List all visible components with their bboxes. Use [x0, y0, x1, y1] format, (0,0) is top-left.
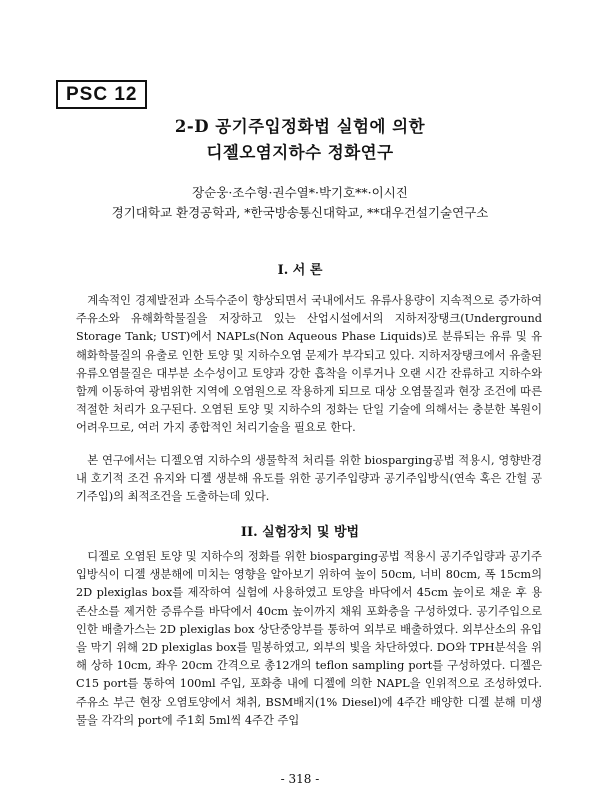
paper-title-line-1: 2-D 공기주입정화법 실험에 의한 — [174, 117, 426, 136]
page-number: - 318 - — [280, 772, 320, 786]
intro-paragraph-1: 계속적인 경제발전과 소득수준이 향상되면서 국내에서도 유류사용량이 지속적으로 증가하여 주유소와 유해화학물질을 저장하고 있는 산업시설에서의 지하저장탱크(Underground Storage Tank; UST)에서 NAPLs(Non Aqueous Phase Liquids)로 분류되는 유류 및 유해화학물질의 유출로 인한 토양 및 지하수오염 문제가 부각되고 있다. 지하저장탱크에서 유출된 유류오염물질은 대부분 소수성이고 토양과 강한 흡착을 이루거나 오랜 시간 잔류하고 지하수와 함께 이동하여 광범위한 지역에 오염원으로 작용하게 되므로 대상 오염물질과 현장 조건에 따른 적절한 처리가 요구된다. 오염된 토양 및 지하수의 정화는 단일 기술에 의해서는 충분한 복원이 어려우므로, 여러 가지 종합적인 처리기술을 필요로 한다. — [76, 294, 542, 435]
section-heading-methods: II. 실험장치 및 방법 — [240, 525, 360, 540]
section-heading-introduction: I. 서 론 — [277, 263, 323, 278]
affiliations: 경기대학교 환경공학과, *한국방송통신대학교, **대우건설기술연구소 — [111, 205, 489, 220]
authors: 장순웅·조수형·권수열*·박기호**·이시진 — [192, 185, 408, 200]
paper-title-line-2: 디젤오염지하수 정화연구 — [206, 143, 394, 162]
intro-paragraph-2: 본 연구에서는 디젤오염 지하수의 생물학적 처리를 위한 biosparging공법 적용시, 영향반경내 호기적 조건 유지와 디젤 생분해 유도를 위한 공기주입량과 공기주입방식(연속 혹은 간헐 공기주입)의 최적조건을 도출하는데 있다. — [76, 454, 542, 504]
session-code-box: PSC 12 — [56, 80, 147, 109]
methods-paragraph-1: 디젤로 오염된 토양 및 지하수의 정화를 위한 biosparging공법 적용시 공기주입량과 공기주입방식이 디젤 생분해에 미치는 영향을 알아보기 위하여 높이 50cm, 너비 80cm, 폭 15cm의 2D plexiglas box를 제작하여 실험에 사용하였고 토양을 바닥에서 45cm 높이로 채운 후 용존산소를 제거한 증류수를 바닥에서 40cm 높이까지 채워 포화층을 구성하였다. 공기주입으로 인한 배출가스는 2D plexiglas box 상단중앙부를 통하여 외부로 배출하였다. 외부산소의 유입을 막기 위해 2D plexiglas box를 밀봉하였고, 외부의 빛을 차단하였다. DO와 TPH분석을 위해 상하 10cm, 좌우 20cm 간격으로 총12개의 teflon sampling port를 구성하였다. 디젤은 C15 port를 통하여 100ml 주입, 포화층 내에 디젤에 의한 NAPL을 인위적으로 조성하였다. 주유소 부근 현장 오염토양에서 채취, BSM배지(1% Diesel)에 4주간 배양한 디젤 분해 미생물을 각각의 port에 주1회 5ml씩 4주간 주입 — [76, 550, 542, 727]
